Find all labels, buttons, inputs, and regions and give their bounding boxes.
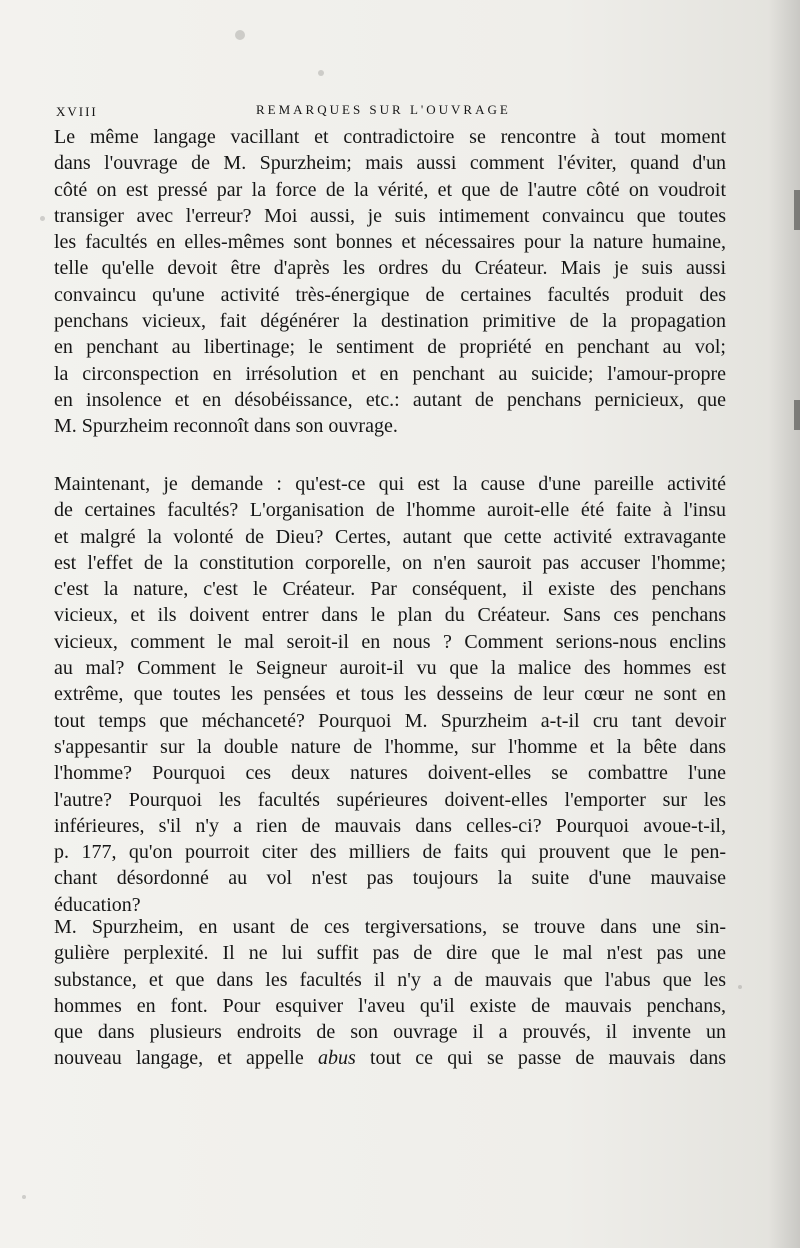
text-line: tout temps que méchanceté? Pourquoi M. Spurzheim a-t-il cru tant devoir bbox=[54, 709, 726, 732]
text-line: Le même langage vacillant et contradictoire se rencontre à tout moment bbox=[54, 126, 726, 148]
paragraph-3 bbox=[54, 914, 726, 1072]
paper-speck bbox=[235, 30, 245, 40]
text-line: que dans plusieurs endroits de son ouvrage il a prouvés, il invente un bbox=[54, 1021, 726, 1044]
page-edge-mark bbox=[794, 190, 800, 230]
text-line: substance, et que dans les facultés il n'y a de mauvais que l'abus que les bbox=[54, 968, 726, 991]
text-line: chant désordonné au vol n'est pas toujours la suite d'une mauvaise bbox=[54, 867, 726, 890]
text-line: dans l'ouvrage de M. Spurzheim; mais aussi comment l'éviter, quand d'un bbox=[54, 152, 726, 175]
text-line: de certaines facultés? L'organisation de l'homme auroit-elle été faite à l'insu bbox=[54, 499, 726, 522]
text-line-with-italic bbox=[54, 1045, 726, 1071]
text-line: et malgré la volonté de Dieu? Certes, autant que cette activité extravagante bbox=[54, 525, 726, 548]
running-head-title: REMARQUES SUR L'OUVRAGE bbox=[256, 102, 511, 117]
text-line: au mal? Comment le Seigneur auroit-il vu que la malice des hommes est bbox=[54, 657, 726, 680]
text-line: vicieux, comment le mal seroit-il en nous ? Comment serions-nous enclins bbox=[54, 630, 726, 653]
text-line: en insolence et en désobéissance, etc.: autant de penchans pernicieux, que bbox=[54, 388, 726, 411]
text-line: penchans vicieux, fait dégénérer la destination primitive de la propagation bbox=[54, 310, 726, 333]
text-line: Maintenant, je demande : qu'est-ce qui est la cause d'une pareille activité bbox=[54, 473, 726, 495]
page-edge-mark bbox=[794, 400, 800, 430]
paper-speck bbox=[22, 1195, 26, 1199]
text-line: éducation? bbox=[54, 893, 141, 916]
running-head bbox=[56, 100, 756, 122]
text-line: s'appesantir sur la double nature de l'homme, sur l'homme et la bête dans bbox=[54, 735, 726, 758]
text-line: hommes en font. Pour esquiver l'aveu qu'il existe de mauvais penchans, bbox=[54, 994, 726, 1017]
text-line: extrême, que toutes les pensées et tous les desseins de leur cœur ne sont en bbox=[54, 683, 726, 706]
text-line: transiger avec l'erreur? Moi aussi, je suis intimement convaincu que toutes bbox=[54, 204, 726, 227]
text-line: gulière perplexité. Il ne lui suffit pas de dire que le mal n'est pas une bbox=[54, 942, 726, 965]
text-line: côté on est pressé par la force de la vérité, et que de l'autre côté on voudroit bbox=[54, 178, 726, 201]
paper-speck bbox=[40, 216, 45, 221]
paper-speck bbox=[738, 985, 742, 989]
text-line: p. 177, qu'on pourroit citer des milliers de faits qui prouvent que le pen- bbox=[54, 841, 726, 864]
text-line: M. Spurzheim reconnoît dans son ouvrage. bbox=[54, 415, 398, 438]
text-line: la circonspection en irrésolution et en penchant au suicide; l'amour-propre bbox=[54, 362, 726, 385]
text-line: l'homme? Pourquoi ces deux natures doivent-elles se combattre l'une bbox=[54, 762, 726, 785]
page-folio: XVIII bbox=[56, 104, 98, 119]
text-fragment: tout ce qui se passe de mauvais dans bbox=[355, 1047, 726, 1070]
italic-word: abus bbox=[317, 1047, 356, 1070]
paragraph-1 bbox=[54, 124, 726, 440]
paper-speck bbox=[318, 70, 324, 76]
text-fragment: nouveau langage, et appelle bbox=[54, 1047, 318, 1070]
text-line: vicieux, et ils doivent entrer dans le plan du Créateur. Sans ces penchans bbox=[54, 604, 726, 627]
text-line: est l'effet de la constitution corporelle, on n'en sauroit pas accuser l'homme; bbox=[54, 551, 726, 574]
text-line: l'autre? Pourquoi les facultés supérieures doivent-elles l'emporter sur les bbox=[54, 788, 726, 811]
text-line: en penchant au libertinage; le sentiment de propriété en penchant au vol; bbox=[54, 336, 726, 359]
text-line: telle qu'elle devoit être d'après les ordres du Créateur. Mais je suis aussi bbox=[54, 257, 726, 280]
paragraph-2 bbox=[54, 471, 726, 918]
text-line: les facultés en elles-mêmes sont bonnes et nécessaires pour la nature humaine, bbox=[54, 231, 726, 254]
text-line: inférieures, s'il n'y a rien de mauvais dans celles-ci? Pourquoi avoue-t-il, bbox=[54, 814, 726, 837]
text-line: c'est la nature, c'est le Créateur. Par conséquent, il existe des penchans bbox=[54, 578, 726, 601]
text-line: convaincu qu'une activité très-énergique de certaines facultés produit des bbox=[54, 283, 726, 306]
text-line: M. Spurzheim, en usant de ces tergiversations, se trouve dans une sin- bbox=[54, 916, 726, 938]
